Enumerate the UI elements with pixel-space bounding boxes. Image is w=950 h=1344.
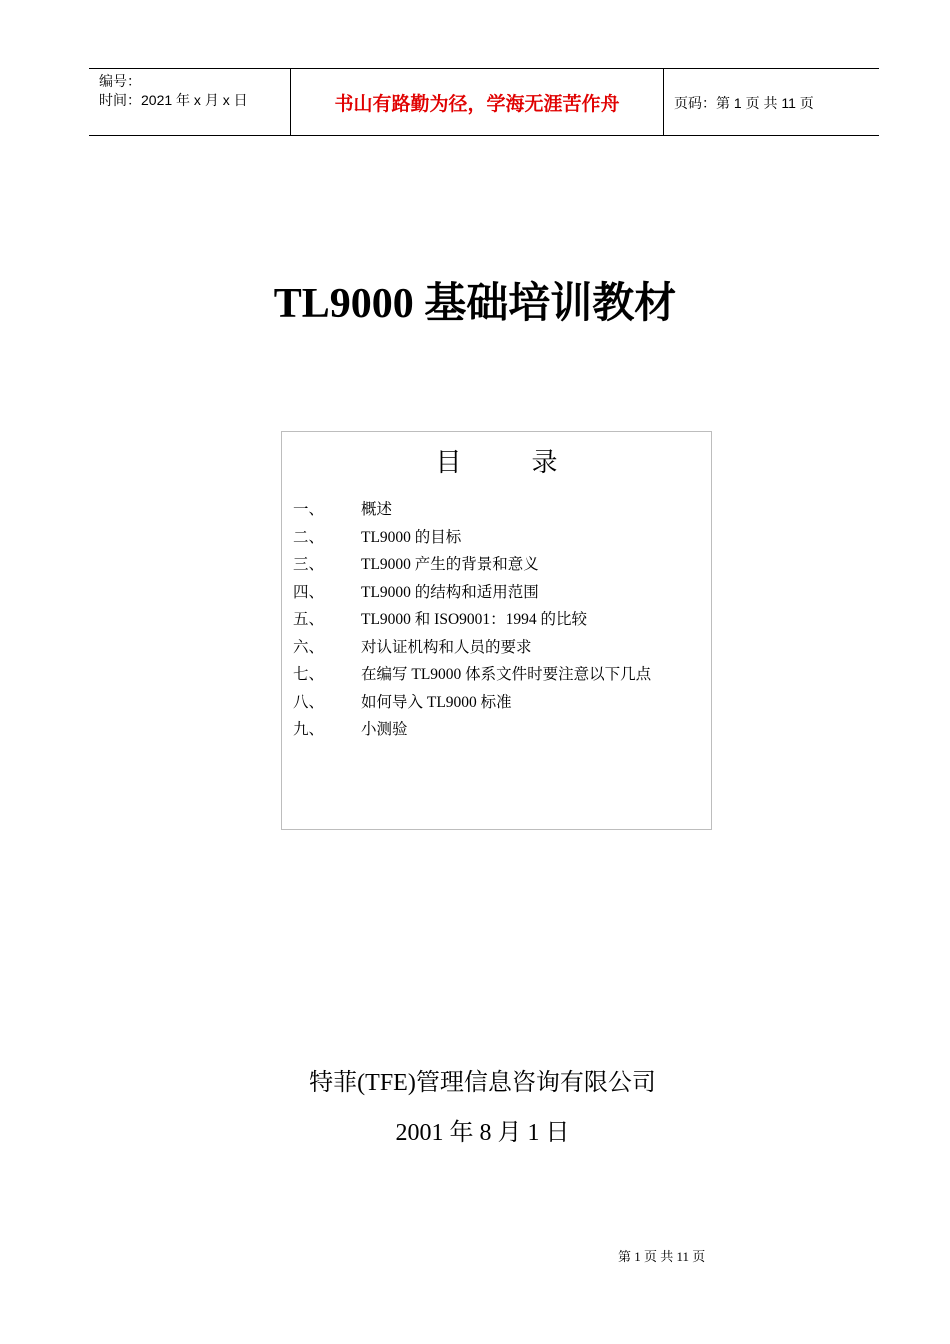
toc-item [293,661,711,689]
toc-item-text: TL9000 产生的背景和意义 [361,556,539,573]
toc-heading-part2: 录 [531,448,558,477]
toc-item-number: 三、 [293,556,325,573]
toc-item-number: 六、 [293,638,325,656]
toc-item [293,496,711,524]
table-of-contents [281,431,712,830]
toc-item [293,634,711,662]
document-title: TL9000 基础培训教材 [273,281,677,327]
toc-item [293,524,711,552]
toc-item-text: 在编写 TL9000 体系文件时要注意以下几点 [361,666,652,683]
toc-item-number: 一、 [293,501,325,518]
toc-item-number: 八、 [293,693,325,711]
page-label: 页码：第 1 页 共 11 页 [674,95,814,111]
toc-heading-part1: 目 [435,448,462,477]
toc-item-number: 九、 [293,721,325,738]
toc-item-text: 概述 [361,501,393,518]
toc-item [293,689,711,717]
toc-heading [282,442,711,479]
toc-item-number: 五、 [293,611,325,628]
toc-item [293,579,711,607]
toc-item-text: 对认证机构和人员的要求 [361,638,532,656]
toc-item [293,606,711,634]
header-page-cell [664,69,879,135]
document-date: 2001 年 8 月 1 日 [395,1120,570,1146]
toc-item [293,716,711,744]
toc-item-text: TL9000 和 ISO9001：1994 的比较 [361,611,588,628]
header-motto-cell [291,69,664,135]
header-info-cell [89,69,291,135]
page-header [89,68,879,136]
motto-text: 书山有路勤为径，学海无涯苦作舟 [334,93,620,115]
toc-item-number: 七、 [293,666,325,683]
toc-item-number: 二、 [293,528,325,546]
toc-item-text: TL9000 的目标 [361,528,462,546]
page-footer: 第 1 页 共 11 页 [618,1249,706,1264]
toc-item [293,551,711,579]
toc-item-text: 如何导入 TL9000 标准 [361,693,512,711]
toc-item-text: 小测验 [361,721,408,738]
toc-item-number: 四、 [293,583,325,601]
number-label: 编号： [99,73,141,89]
company-name: 特菲(TFE)管理信息咨询有限公司 [309,1070,656,1096]
toc-item-text: TL9000 的结构和适用范围 [361,583,539,601]
toc-list [293,496,711,744]
time-label: 时间：2021 年 x 月 x 日 [99,92,248,108]
